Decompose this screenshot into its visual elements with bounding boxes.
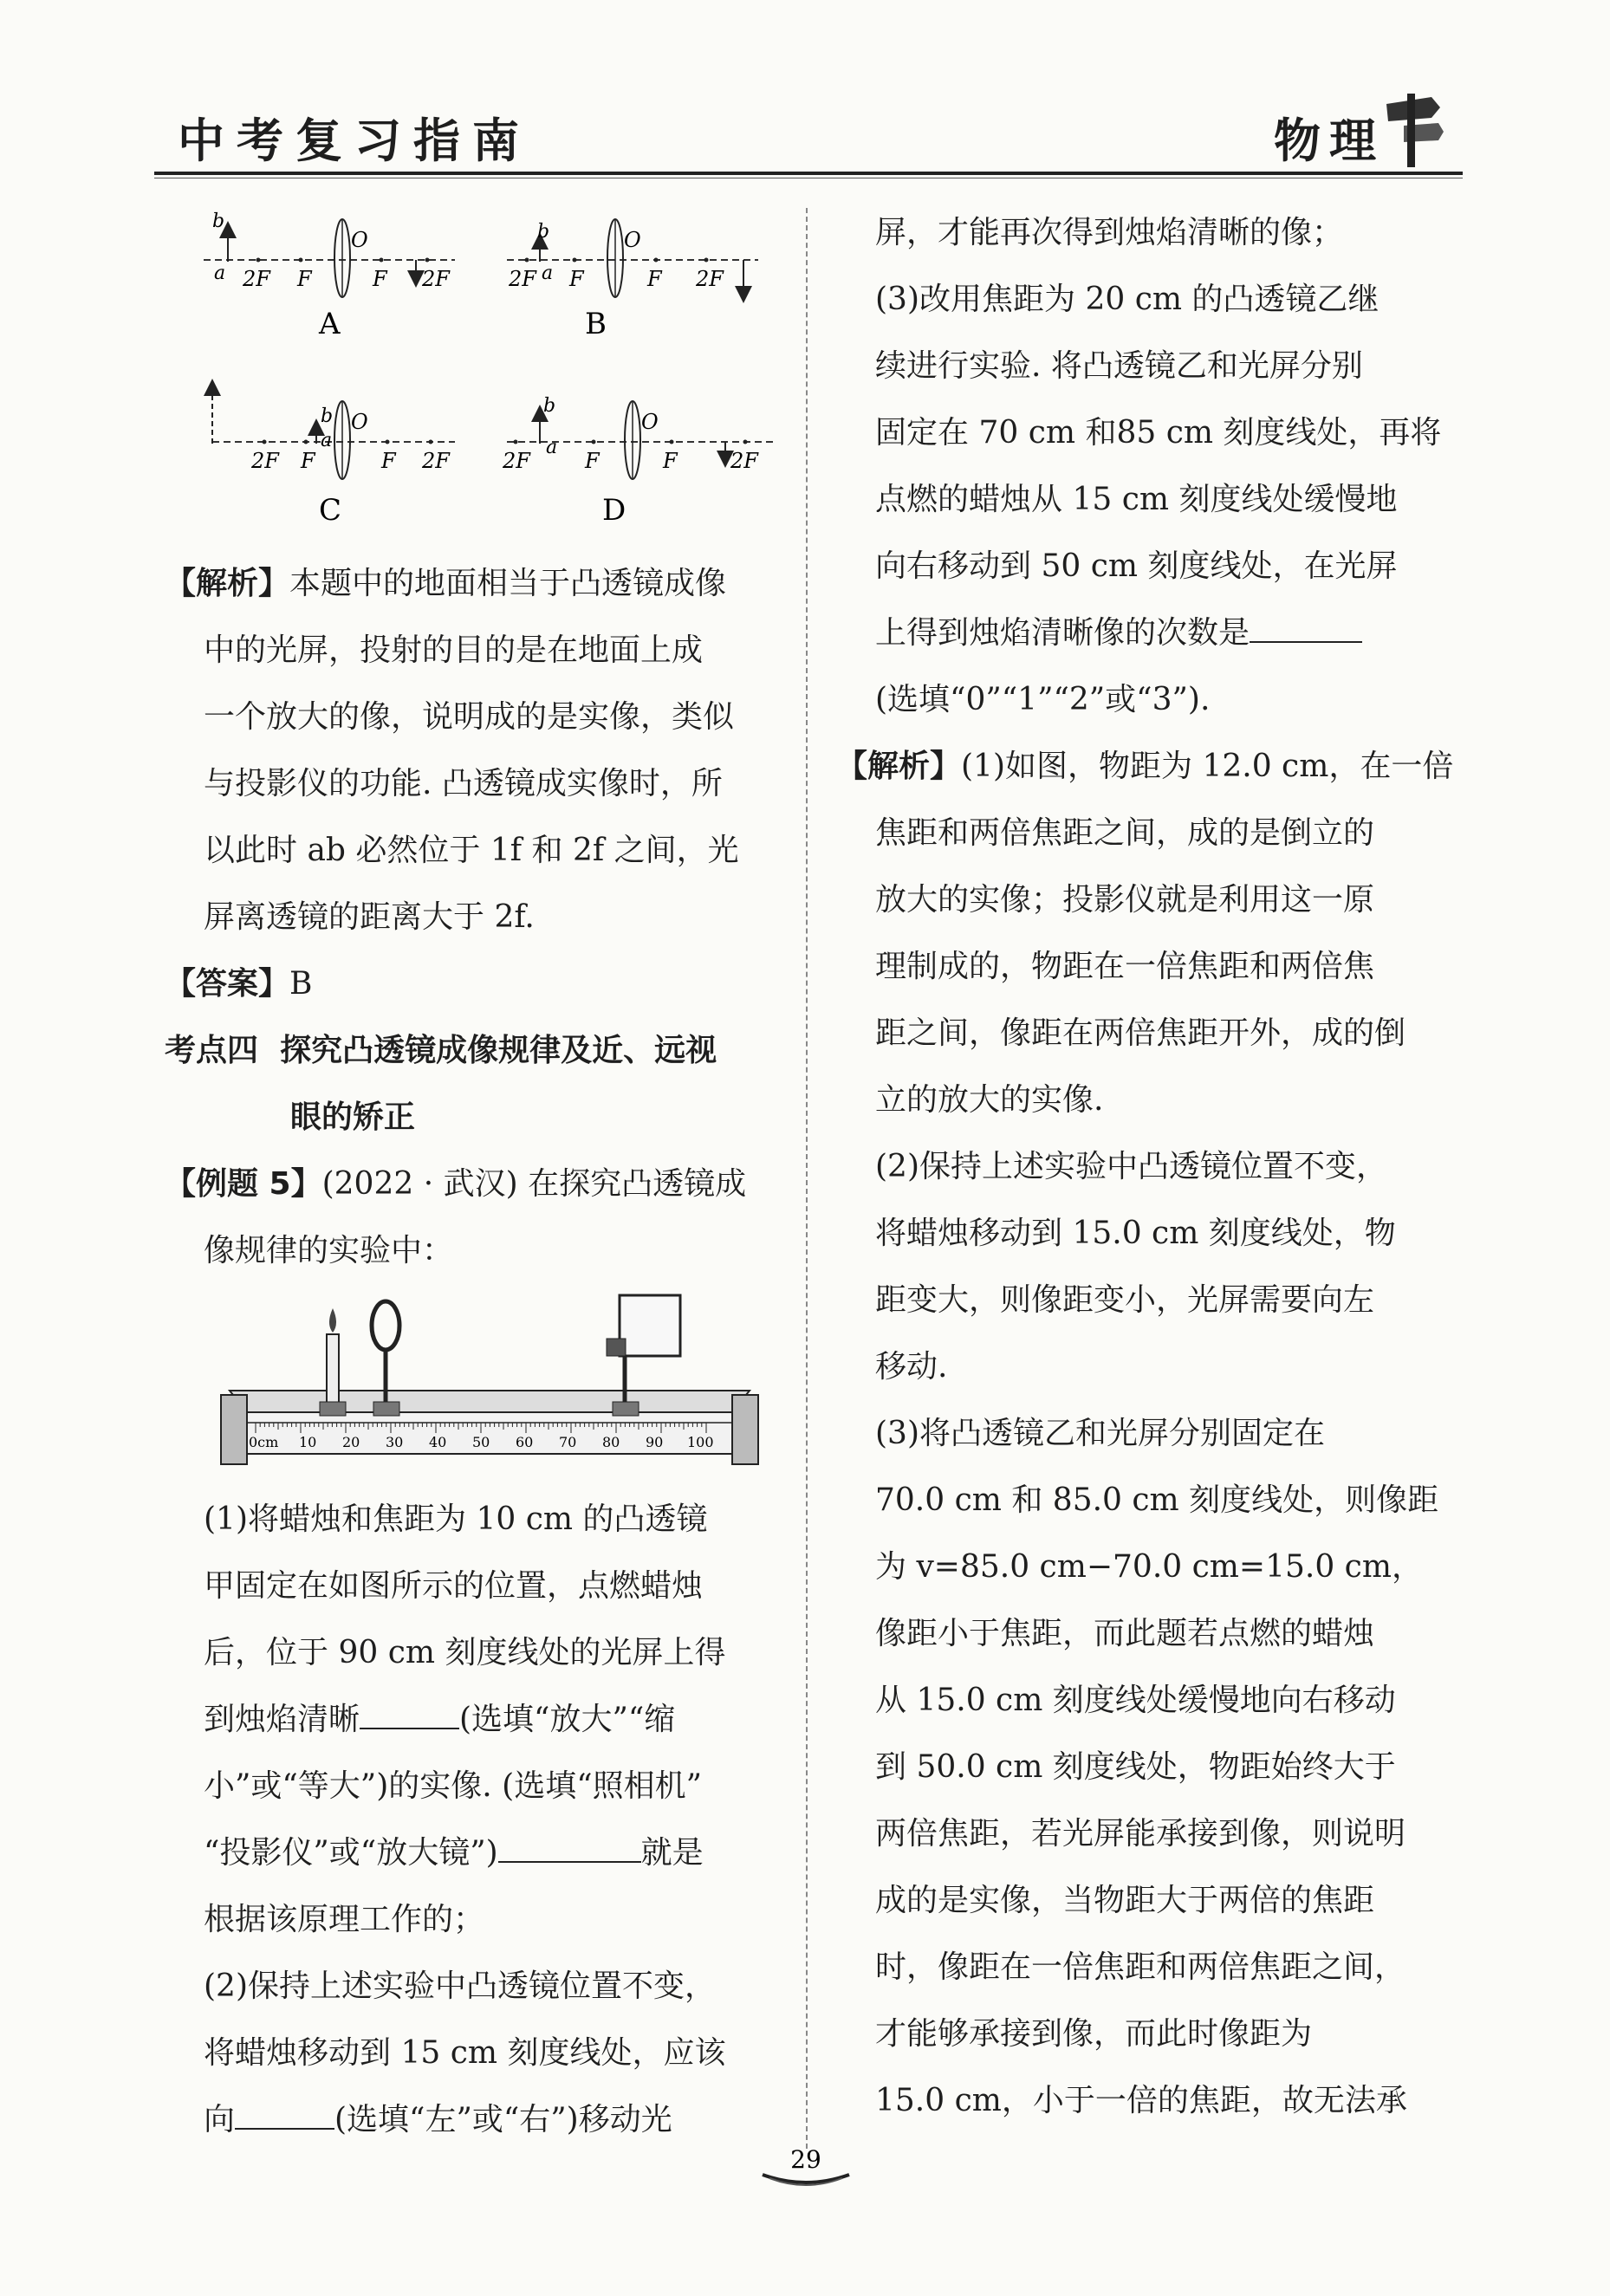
right-analysis-tag: 【解析】: [836, 749, 962, 784]
answer-value: B: [289, 966, 313, 1002]
q3-line-1: (3)改用焦距为 20 cm 的凸透镜乙继: [875, 282, 1380, 317]
diagram-a-o-label: O: [351, 228, 368, 252]
example-line-2: 像规律的实验中：: [204, 1233, 454, 1268]
diagram-c-o-label: O: [351, 410, 368, 434]
q1-line-6: “投影仪”或“放大镜”) 就是: [204, 1835, 704, 1871]
left-analysis-line-2: 中的光屏，投射的目的是在地面上成: [204, 632, 704, 668]
diagram-b-b-label: b: [537, 221, 550, 243]
diagram-c-b-label: b: [321, 405, 334, 427]
diagram-c-f-right: F: [381, 449, 396, 473]
example-tag: 【例题 5】: [165, 1166, 322, 1202]
diagram-b-2f-right: 2F: [696, 267, 724, 291]
diagram-c-2f-right: 2F: [422, 449, 450, 473]
a2-line-4: 移动.: [875, 1349, 948, 1385]
diagram-a-b-label: b: [212, 211, 225, 232]
left-analysis-line-4: 与投影仪的功能. 凸透镜成实像时，所: [204, 766, 723, 801]
a1-line-5: 距之间，像距在两倍焦距开外，成的倒: [875, 1015, 1406, 1051]
answer-tag: 【答案】: [165, 966, 290, 1002]
a3-line-10: 才能够承接到像，而此时像距为: [875, 2016, 1313, 2052]
ruler-tick-70: 70: [559, 1434, 577, 1450]
left-analysis-line-1: 【解析】本题中的地面相当于凸透镜成像: [165, 566, 727, 601]
section-heading: [165, 1017, 780, 1084]
diagram-b-a-label: a: [542, 263, 554, 284]
answer-blank-4[interactable]: [1250, 615, 1362, 643]
answer-blank-2[interactable]: [498, 1835, 641, 1863]
q3-line-5: 向右移动到 50 cm 刻度线处，在光屏: [875, 548, 1398, 584]
q3-line-6: 上得到烛焰清晰像的次数是: [836, 600, 1508, 666]
ruler-tick-100: 100: [687, 1434, 714, 1450]
a3-line-1: (3)将凸透镜乙和光屏分别固定在: [875, 1416, 1325, 1451]
a1-line-3: 放大的实像；投影仪就是利用这一原: [875, 882, 1375, 918]
diagram-c-f-left: F: [301, 449, 315, 473]
ruler-tick-30: 30: [386, 1434, 404, 1450]
ruler-tick-20: 20: [342, 1434, 360, 1450]
right-analysis-line-1: 【解析】(1)如图，物距为 12.0 cm，在一倍: [836, 749, 1454, 784]
q3-line-3: 固定在 70 cm 和85 cm 刻度线处，再将: [875, 415, 1442, 451]
diagram-b: [507, 219, 758, 341]
diagram-d-2f-left: 2F: [503, 449, 530, 473]
diagram-a-2f-right: 2F: [422, 267, 450, 291]
example-line-1: 【例题 5】(2022 · 武汉) 在探究凸透镜成: [165, 1166, 747, 1202]
diagram-c: [212, 387, 455, 528]
a3-line-11: 15.0 cm，小于一倍的焦距，故无法承: [875, 2083, 1407, 2118]
ruler-tick-40: 40: [429, 1434, 447, 1450]
q2-line-1: (2)保持上述实验中凸透镜位置不变，: [204, 1968, 716, 2004]
q2-cont-line: 屏，才能再次得到烛焰清晰的像；: [875, 215, 1344, 250]
q3-line-7: (选填“0”“1”“2”或“3”).: [875, 682, 1211, 717]
signpost-icon: [1378, 87, 1447, 169]
diagram-b-o-label: O: [624, 228, 641, 252]
a3-line-7: 两倍焦距，若光屏能承接到像，则说明: [875, 1816, 1406, 1852]
a1-line-2: 焦距和两倍焦距之间，成的是倒立的: [875, 815, 1375, 851]
diagram-a-label: A: [319, 307, 341, 341]
diagram-d-f-right: F: [663, 449, 678, 473]
answer-blank-3[interactable]: [235, 2102, 334, 2130]
ruler-tick-80: 80: [602, 1434, 620, 1450]
diagram-d-label: D: [602, 493, 626, 528]
a2-line-3: 距变大，则像距变小，光屏需要向左: [875, 1282, 1375, 1318]
a1-line-4: 理制成的，物距在一倍焦距和两倍焦: [875, 949, 1375, 984]
diagram-d-b-label: b: [543, 395, 556, 417]
diagram-b-2f-left: 2F: [509, 267, 536, 291]
ruler-tick-50: 50: [472, 1434, 490, 1450]
q3-line-4: 点燃的蜡烛从 15 cm 刻度线处缓慢地: [875, 482, 1398, 517]
diagram-d-o-label: O: [641, 410, 659, 434]
q2-line-3: 向 (选填“左”或“右”)移动光: [204, 2102, 672, 2137]
diagram-d-2f-right: 2F: [730, 449, 758, 473]
a2-line-1: (2)保持上述实验中凸透镜位置不变，: [875, 1149, 1387, 1184]
q1-line-2: 甲固定在如图所示的位置，点燃蜡烛: [204, 1568, 704, 1604]
section-title: 探究凸透镜成像规律及近、远视: [280, 1033, 717, 1068]
q2-line-2: 将蜡烛移动到 15 cm 刻度线处，应该: [204, 2035, 726, 2071]
diagram-b-f-right: F: [647, 267, 662, 291]
subject-title: 物理: [1274, 114, 1385, 168]
page-number: 29: [790, 2145, 821, 2174]
page-number-badge: [754, 2138, 858, 2190]
optical-bench-figure: [212, 1291, 767, 1473]
book-title: 中考复习指南: [178, 114, 531, 168]
q1-line-3: 后，位于 90 cm 刻度线处的光屏上得: [204, 1635, 726, 1670]
ruler-tick-60: 60: [516, 1434, 534, 1450]
a3-line-4: 像距小于焦距，而此题若点燃的蜡烛: [875, 1616, 1375, 1651]
diagram-b-label: B: [585, 307, 607, 341]
a3-line-9: 时，像距在一倍焦距和两倍焦距之间，: [875, 1949, 1406, 1985]
diagram-a-f-left: F: [297, 267, 312, 291]
diagram-c-2f-left: 2F: [251, 449, 279, 473]
left-analysis-line-3: 一个放大的像，说明成的是实像，类似: [204, 699, 735, 735]
diagram-d: [502, 395, 776, 528]
left-analysis-line-5: 以此时 ab 必然位于 1f 和 2f 之间，光: [204, 833, 739, 868]
diagram-b-f-left: F: [569, 267, 584, 291]
ruler-tick-0: 0cm: [249, 1434, 279, 1450]
lens-diagrams: [195, 208, 784, 546]
a3-line-2: 70.0 cm 和 85.0 cm 刻度线处，则像距: [875, 1482, 1439, 1518]
diagram-d-f-left: F: [585, 449, 600, 473]
a1-line-6: 立的放大的实像.: [875, 1082, 1104, 1118]
a3-line-3: 为 v=85.0 cm−70.0 cm=15.0 cm，: [875, 1549, 1423, 1585]
diagram-a-a-label: a: [214, 263, 226, 284]
diagram-a-f-right: F: [373, 267, 387, 291]
ruler-tick-10: 10: [299, 1434, 317, 1450]
diagram-a-2f-left: 2F: [243, 267, 270, 291]
a3-line-5: 从 15.0 cm 刻度线处缓慢地向右移动: [875, 1683, 1396, 1718]
diagram-c-a-label: a: [321, 430, 333, 451]
a2-line-2: 将蜡烛移动到 15.0 cm 刻度线处，物: [875, 1216, 1396, 1251]
q3-line-2: 续进行实验. 将凸透镜乙和光屏分别: [875, 348, 1363, 384]
q1-line-4: 到烛焰清晰 (选填“放大”“缩: [204, 1702, 676, 1737]
section-title-cont: 眼的矫正: [290, 1099, 416, 1135]
answer-blank-1[interactable]: [360, 1702, 459, 1729]
diagram-d-a-label: a: [546, 437, 558, 458]
header-rule: [154, 172, 1463, 175]
answer-line: [165, 950, 780, 1017]
diagram-a: [204, 211, 455, 341]
q1-line-5: 小”或“等大”)的实像. (选填“照相机”: [204, 1768, 702, 1804]
section-tag: 考点四: [165, 1033, 259, 1068]
a3-line-6: 到 50.0 cm 刻度线处，物距始终大于: [875, 1749, 1396, 1785]
ruler-tick-90: 90: [646, 1434, 664, 1450]
left-analysis-line-6: 屏离透镜的距离大于 2f.: [204, 899, 535, 935]
diagram-c-label: C: [319, 493, 342, 528]
analysis-tag: 【解析】: [165, 566, 290, 601]
q1-line-7: 根据该原理工作的；: [204, 1902, 485, 1937]
a3-line-8: 成的是实像，当物距大于两倍的焦距: [875, 1883, 1375, 1918]
q1-line-1: (1)将蜡烛和焦距为 10 cm 的凸透镜: [204, 1501, 708, 1537]
